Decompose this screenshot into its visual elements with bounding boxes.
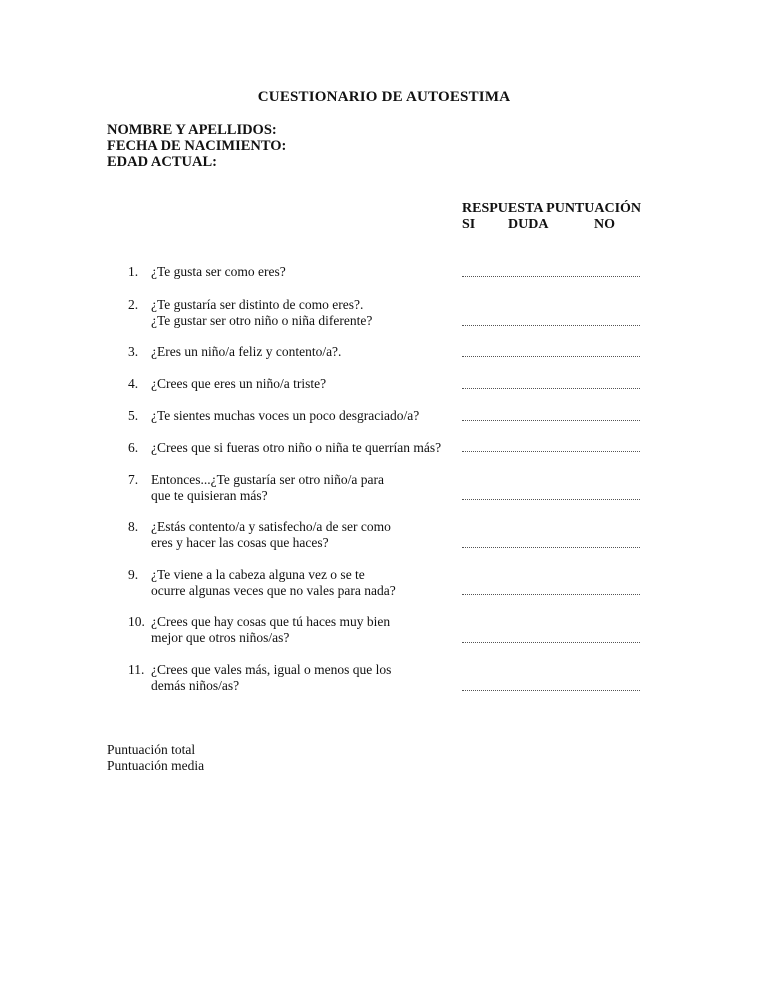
answer-dotted-line[interactable] [462,642,640,643]
question-line: que te quisieran más? [151,488,268,503]
answer-dotted-line[interactable] [462,420,640,421]
answer-dotted-line[interactable] [462,499,640,500]
answer-dotted-line[interactable] [462,388,640,389]
question-line: Entonces...¿Te gustaría ser otro niño/a para [151,472,384,487]
age-field-label: EDAD ACTUAL: [107,154,217,170]
question-line: ¿Crees que si fueras otro niño o niña te querrían más? [151,440,442,455]
response-header-title: RESPUESTA PUNTUACIÓN [462,201,642,216]
question-number: 8. [128,519,139,534]
answer-dotted-line[interactable] [462,276,640,277]
answer-dotted-line[interactable] [462,594,640,595]
question-line: ¿Crees que eres un niño/a triste? [151,376,327,391]
question-line: eres y hacer las cosas que haces? [151,535,329,550]
option-si-label: SI [462,217,476,232]
page-title: CUESTIONARIO DE AUTOESTIMA [257,89,511,105]
question-number: 9. [128,567,139,582]
score-totals [107,742,204,774]
question-text [151,472,384,504]
question-line: ¿Te gustar ser otro niño o niña diferente? [151,313,373,328]
personal-data-fields [107,122,286,170]
question-number: 3. [128,344,139,359]
total-score-label: Puntuación total [107,742,196,757]
question-text [151,567,396,599]
question-text [151,519,391,551]
question-line: ¿Crees que vales más, igual o menos que los [151,662,392,677]
question-line: ¿Te viene a la cabeza alguna vez o se te [151,567,365,582]
average-score-label: Puntuación media [107,758,205,773]
question-text [151,344,341,360]
question-text [151,408,419,424]
response-options-header [462,217,641,233]
question-line: ¿Crees que hay cosas que tú haces muy bien [151,614,391,629]
response-header [462,201,641,233]
answer-dotted-line[interactable] [462,547,640,548]
question-number: 7. [128,472,139,487]
question-number: 11. [128,662,145,677]
question-number: 10. [128,614,145,629]
answer-dotted-line[interactable] [462,690,640,691]
question-line: ¿Te sientes muchas voces un poco desgraciado/a? [151,408,420,423]
answer-dotted-line[interactable] [462,451,640,452]
question-text [151,376,326,392]
option-duda-label: DUDA [508,217,549,232]
question-line: ¿Te gustaría ser distinto de como eres?. [151,297,364,312]
question-line: mejor que otros niños/as? [151,630,290,645]
birth-date-field-label: FECHA DE NACIMIENTO: [107,138,287,154]
question-line: ¿Eres un niño/a feliz y contento/a?. [151,344,342,359]
question-number: 6. [128,440,139,455]
question-number: 2. [128,297,139,312]
question-line: ocurre algunas veces que no vales para nada? [151,583,396,598]
question-line: demás niños/as? [151,678,240,693]
question-line: ¿Te gusta ser como eres? [151,264,286,279]
option-no-label: NO [594,217,615,232]
question-text [151,264,286,280]
question-text [151,440,441,456]
answer-dotted-line[interactable] [462,356,640,357]
question-number: 4. [128,376,139,391]
question-text [151,662,391,694]
question-number: 5. [128,408,139,423]
answer-dotted-line[interactable] [462,325,640,326]
question-number: 1. [128,264,139,279]
question-text [151,614,390,646]
question-text [151,297,372,329]
name-field-label: NOMBRE Y APELLIDOS: [107,122,277,138]
question-line: ¿Estás contento/a y satisfecho/a de ser como [151,519,391,534]
